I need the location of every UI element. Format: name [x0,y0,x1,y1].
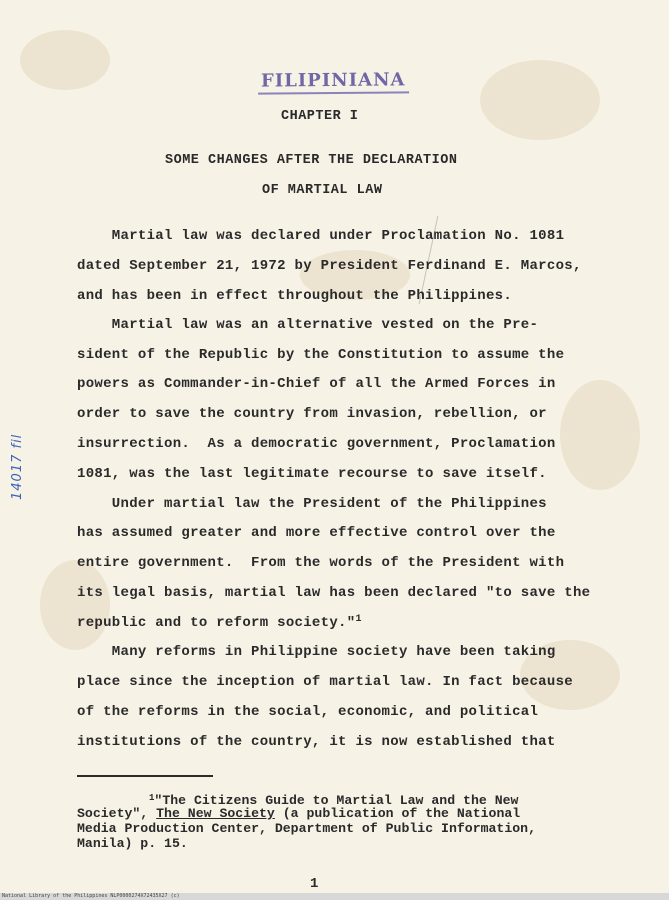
body-line: dated September 21, 1972 by President Ferdinand E. Marcos, [77,258,582,274]
body-line: and has been in effect throughout the Philippines. [77,288,513,304]
body-line-text: republic and to reform society." [77,615,356,631]
library-stamp: FILIPINIANA [258,69,409,94]
chapter-heading: CHAPTER I [281,109,359,124]
body-line: Under martial law the President of the Philippines [77,496,547,512]
body-line: Martial law was an alternative vested on the Pre- [77,317,539,333]
body-line: place since the inception of martial law. In fact because [77,674,573,690]
body-line: Martial law was declared under Proclamation No. 1081 [77,228,565,244]
footnote-text: Society", [77,806,157,821]
footnote-text: (a publication of the National [274,806,521,821]
body-line: 1081, was the last legitimate recourse to save itself. [77,466,547,482]
paper-stain [40,560,110,650]
paper-stain [480,60,600,140]
body-line: Many reforms in Philippine society have been taking [77,644,556,660]
footnote-text: "The Citizens Guide to Martial Law and the New [154,793,519,808]
title-line-1: SOME CHANGES AFTER THE DECLARATION [165,153,458,168]
body-line: institutions of the country, it is now established that [77,734,556,750]
scan-footer-text: National Library of the Philippines NLP0000274X72435X27 (c) [2,893,180,899]
body-line: entire government. From the words of the President with [77,555,565,571]
body-line: powers as Commander-in-Chief of all the Armed Forces in [77,376,556,392]
body-line: sident of the Republic by the Constitution to assume the [77,347,565,363]
scan-footer-strip [0,893,669,900]
body-line: of the reforms in the social, economic, and political [77,704,539,720]
title-line-2: OF MARTIAL LAW [262,183,383,198]
footnote-line-2 [77,806,520,821]
body-line: its legal basis, martial law has been declared "to save the [77,585,591,601]
footnote-line-4: Manila) p. 15. [77,836,188,851]
footnote-marker: 1 [149,793,155,803]
footnote-title: The New Society [156,806,275,821]
page-number: 1 [310,876,319,892]
body-line-with-footnote-ref [77,614,362,631]
footnote-line-3: Media Production Center, Department of Public Information, [77,821,536,836]
footnote-divider [77,775,213,777]
body-line: order to save the country from invasion, rebellion, or [77,406,547,422]
footnote-reference: 1 [355,614,362,625]
body-line: insurrection. As a democratic government, Proclamation [77,436,556,452]
handwritten-margin-note: 14017 fil [10,433,25,500]
paper-stain [20,30,110,90]
paper-stain [560,380,640,490]
body-line: has assumed greater and more effective control over the [77,525,556,541]
